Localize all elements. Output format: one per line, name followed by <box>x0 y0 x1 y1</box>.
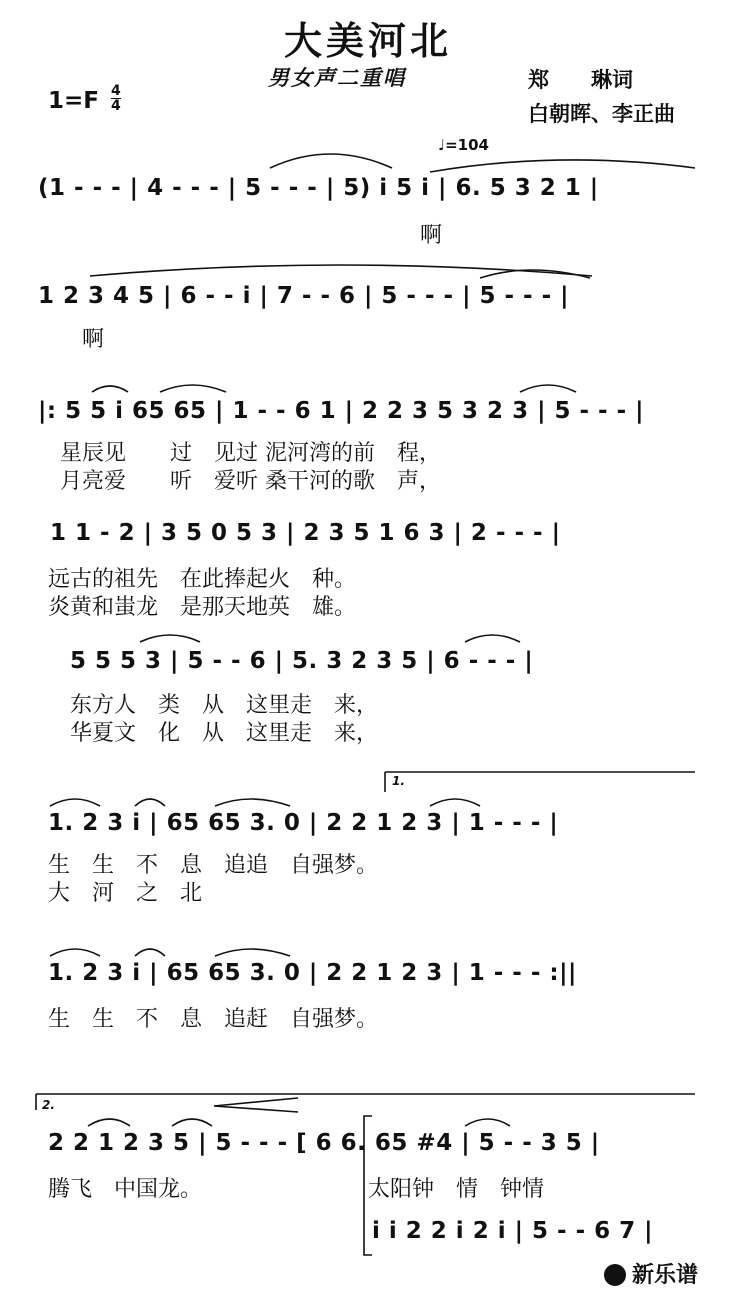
notation-line: 1. 2 3 i | 65 65 3. 0 | 2 2 1 2 3 | 1 - - - | <box>48 810 559 836</box>
notation-line: i i 2 2 i 2 i | 5 - - 6 7 | <box>372 1218 654 1244</box>
volta-first-label: 1. <box>392 774 405 788</box>
site-logo: 新乐谱 <box>604 1258 698 1289</box>
lyric-line-1: 星辰见 过 见过 泥河湾的前 程， <box>60 441 441 466</box>
lyric-line-2: 月亮爱 听 爱听 桑干河的歌 声， <box>60 469 441 494</box>
lyric-line-2: 炎黄和蚩龙 是那天地英 雄。 <box>48 595 357 620</box>
lyric-line-2: 大 河 之 北 <box>48 881 203 906</box>
composer-credit: 白朝晖、李正曲 <box>528 102 675 126</box>
notation-line: 1. 2 3 i | 65 65 3. 0 | 2 2 1 2 3 | 1 - - - :|| <box>48 960 577 986</box>
lyric-line-1: 生 生 不 息 追追 自强梦。 <box>48 853 379 878</box>
key-signature: 1=F <box>48 88 99 114</box>
song-subtitle: 男女声二重唱 <box>268 66 406 90</box>
lyric-line-2: 华夏文 化 从 这里走 来， <box>70 721 379 746</box>
lyric-line: 生 生 不 息 追赶 自强梦。 <box>48 1007 379 1032</box>
volta-second-label: 2. <box>42 1098 55 1112</box>
time-signature: 4 4 <box>111 83 121 114</box>
vinyl-record-icon <box>604 1264 626 1286</box>
lyric-line: 啊 <box>420 223 443 248</box>
lyricist-credit: 郑 琳词 <box>528 68 633 92</box>
lyric-line: 啊 <box>82 327 105 352</box>
lyric-line-1: 东方人 类 从 这里走 来， <box>70 693 379 718</box>
lyric-line-2: 太阳钟 情 钟情 <box>368 1177 545 1202</box>
notation-line: |: 5 5 i 65 65 | 1 - - 6 1 | 2 2 3 5 3 2 3 | 5 - - - | <box>38 398 645 424</box>
notation-line: 1 1 - 2 | 3 5 0 5 3 | 2 3 5 1 6 3 | 2 - - - | <box>50 520 561 546</box>
slurs-and-lines <box>36 154 695 1255</box>
lyric-line-1: 腾飞 中国龙。 <box>48 1177 203 1202</box>
tempo-marking: ♩=104 <box>438 136 489 154</box>
notation-line: 5 5 5 3 | 5 - - 6 | 5. 3 2 3 5 | 6 - - - | <box>70 648 534 674</box>
notation-line: 2 2 1 2 3 5 | 5 - - - [ 6 6. 65 #4 | 5 - - 3 5 | <box>48 1130 600 1156</box>
song-title: 大美河北 <box>283 19 452 63</box>
notation-line: (1 - - - | 4 - - - | 5 - - - | 5) i 5 i | 6. 5 3 2 1 | <box>38 175 599 201</box>
lyric-line-1: 远古的祖先 在此捧起火 种。 <box>48 567 357 592</box>
notation-line: 1 2 3 4 5 | 6 - - i | 7 - - 6 | 5 - - - | 5 - - - | <box>38 283 570 309</box>
